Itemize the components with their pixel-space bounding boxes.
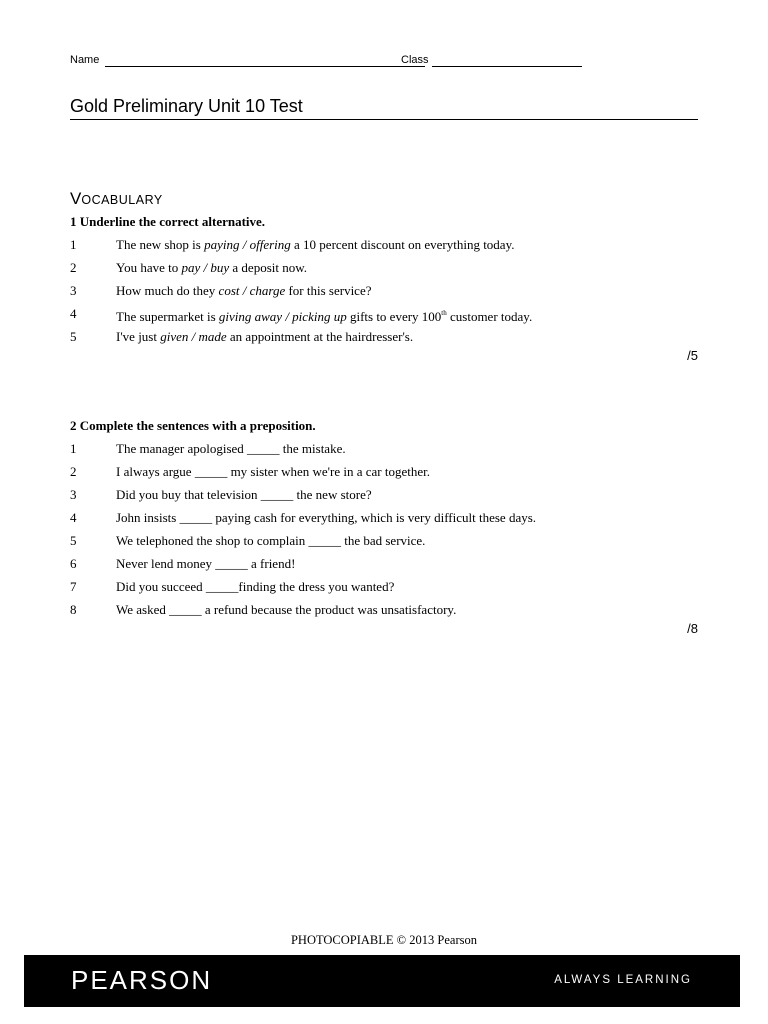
section-heading-vocabulary <box>70 189 163 209</box>
item-text: Did you buy that television _____ the new store? <box>116 487 372 502</box>
item-options: pay / buy <box>181 260 230 275</box>
exercise-2-score: /8 <box>687 621 698 636</box>
list-item <box>70 256 698 279</box>
item-number: 3 <box>70 283 77 298</box>
item-options: given / made <box>160 329 227 344</box>
item-number: 8 <box>70 602 77 617</box>
item-text: Never lend money _____ a friend! <box>116 556 296 571</box>
exercise-2-instruction: 2 Complete the sentences with a preposition. <box>70 418 316 433</box>
item-text <box>116 279 372 302</box>
footer-bar <box>24 955 740 1007</box>
list-item <box>70 302 698 325</box>
list-item <box>70 506 698 529</box>
item-text-after: gifts to every 100 <box>346 309 442 324</box>
item-text-after: a 10 percent discount on everything today. <box>290 237 515 252</box>
exercise-1-instruction: 1 Underline the correct alternative. <box>70 214 266 229</box>
item-number: 6 <box>70 556 77 571</box>
list-item <box>70 460 698 483</box>
item-number: 4 <box>70 510 77 525</box>
item-options: paying / offering <box>204 237 291 252</box>
item-text-before: You have to <box>116 260 182 275</box>
item-number: 5 <box>70 329 77 344</box>
name-label: Name <box>70 54 100 66</box>
item-number: 2 <box>70 260 77 275</box>
item-number: 7 <box>70 579 77 594</box>
section-heading-initial: V <box>70 189 82 208</box>
item-text <box>116 325 413 348</box>
name-blank-line[interactable] <box>105 66 425 67</box>
item-number: 4 <box>70 306 77 321</box>
list-item <box>70 279 698 302</box>
exercise-1-items <box>70 233 698 348</box>
class-blank-line[interactable] <box>432 66 582 67</box>
item-options: giving away / picking up <box>218 309 347 324</box>
list-item <box>70 325 698 348</box>
item-text <box>116 233 515 256</box>
item-text-after: a deposit now. <box>229 260 308 275</box>
list-item <box>70 552 698 575</box>
item-text: John insists _____ paying cash for everything, which is very difficult these days. <box>116 510 537 525</box>
exercise-2 <box>70 415 698 636</box>
pearson-logo: PEARSON <box>71 965 213 995</box>
item-number: 1 <box>70 237 77 252</box>
item-text-before: The new shop is <box>116 237 205 252</box>
item-superscript: th <box>441 309 447 317</box>
list-item <box>70 483 698 506</box>
item-options: cost / charge <box>218 283 286 298</box>
item-text-before: How much do they <box>116 283 219 298</box>
page-title: Gold Preliminary Unit 10 Test <box>70 96 698 120</box>
item-number: 1 <box>70 441 77 456</box>
list-item <box>70 437 698 460</box>
list-item <box>70 575 698 598</box>
item-text: I always argue _____ my sister when we're in a car together. <box>116 464 430 479</box>
list-item <box>70 233 698 256</box>
section-heading-rest: OCABULARY <box>81 193 163 207</box>
copyright-notice: PHOTOCOPIABLE © 2013 Pearson <box>290 933 477 947</box>
item-number: 2 <box>70 464 77 479</box>
item-text: Did you succeed _____finding the dress you wanted? <box>116 579 395 594</box>
footer-tagline: ALWAYS LEARNING <box>554 974 692 986</box>
item-text-after: for this service? <box>285 283 372 298</box>
exercise-1-score: /5 <box>687 348 698 363</box>
item-text-after: an appointment at the hairdresser's. <box>226 329 414 344</box>
item-text <box>116 256 307 279</box>
item-text: The manager apologised _____ the mistake. <box>116 441 346 456</box>
item-text-after-2: customer today. <box>446 309 533 324</box>
class-label: Class <box>401 54 429 66</box>
list-item <box>70 529 698 552</box>
list-item <box>70 598 698 621</box>
exercise-2-items <box>70 437 698 621</box>
item-number: 3 <box>70 487 77 502</box>
item-text: We asked _____ a refund because the product was unsatisfactory. <box>116 602 457 617</box>
item-text-before: The supermarket is <box>116 309 219 324</box>
item-text-before: I've just <box>116 329 161 344</box>
item-text: We telephoned the shop to complain _____ the bad service. <box>116 533 426 548</box>
item-number: 5 <box>70 533 77 548</box>
exercise-1 <box>70 211 698 363</box>
